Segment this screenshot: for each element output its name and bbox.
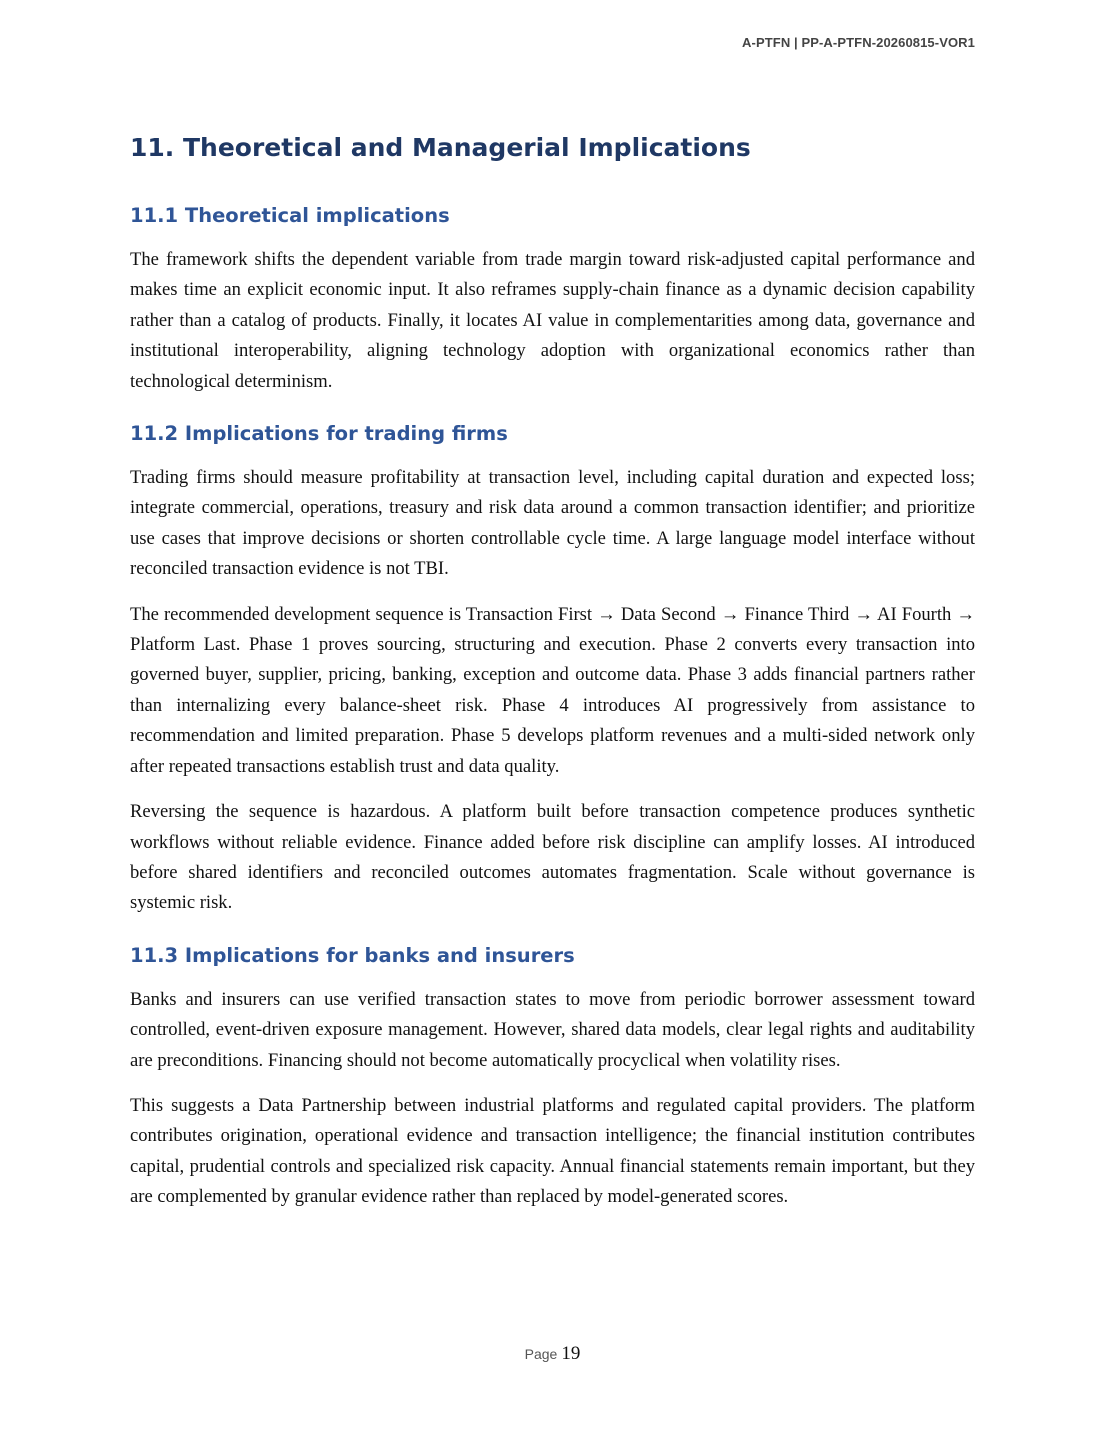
section-title-trading-firms: 11.2 Implications for trading firms [130,422,508,446]
paragraph: Trading firms should measure profitability at transaction level, including capital duration and expected loss; integrate commercial, operations, treasury and risk data around a common transaction identifier; and prioritize use cases that improve decisions or shorten controllable cycle time. A large language model interface without reconciled transaction evidence is not TBI. [130,467,975,580]
page-body [130,128,975,1228]
chapter-title: 11. Theoretical and Managerial Implications [130,133,751,162]
page-footer [0,1343,1105,1365]
section-title-banks-insurers: 11.3 Implications for banks and insurers [130,943,575,967]
section-title-theoretical: 11.1 Theoretical implications [130,204,450,227]
page-label: Page [524,1346,558,1362]
paragraph: The recommended development sequence is Transaction First → Data Second → Finance Third → AI Fourth → Platform Last. Phase 1 proves sourcing, structuring and execution. Phase 2 converts every transaction into governed buyer, supplier, pricing, banking, exception and outcome data. Phase 3 adds financial partners rather than internalizing every balance-sheet risk. Phase 4 introduces AI progressively from assistance to recommendation and limited preparation. Phase 5 develops platform revenues and a multi-sided network only after repeated transactions establish trust and data quality. [130,603,975,777]
paragraph: This suggests a Data Partnership between industrial platforms and regulated capital providers. The platform contributes origination, operational evidence and transaction intelligence; the financial institution contributes capital, prudential controls and specialized risk capacity. Annual financial statements remain important, but they are complemented by granular evidence rather than replaced by model-generated scores. [130,1094,975,1208]
page-number: 19 [561,1343,581,1364]
running-header: A-PTFN | PP-A-PTFN-20260815-VOR1 [742,35,975,50]
paragraph: The framework shifts the dependent variable from trade margin toward risk-adjusted capital performance and makes time an explicit economic input. It also reframes supply-chain finance as a dynamic decision capability rather than a catalog of products. Finally, it locates AI value in complementarities among data, governance and institutional interoperability, aligning technology adoption with organizational economics rather than technological determinism. [130,249,975,392]
paragraph: Banks and insurers can use verified transaction states to move from periodic borrower assessment toward controlled, event-driven exposure management. However, shared data models, clear legal rights and auditability are preconditions. Financing should not become automatically procyclical when volatility rises. [130,988,975,1071]
paragraph: Reversing the sequence is hazardous. A platform built before transaction competence produces synthetic workflows without reliable evidence. Finance added before risk discipline can amplify losses. AI introduced before shared identifiers and reconciled outcomes automates fragmentation. Scale without governance is systemic risk. [130,801,975,914]
